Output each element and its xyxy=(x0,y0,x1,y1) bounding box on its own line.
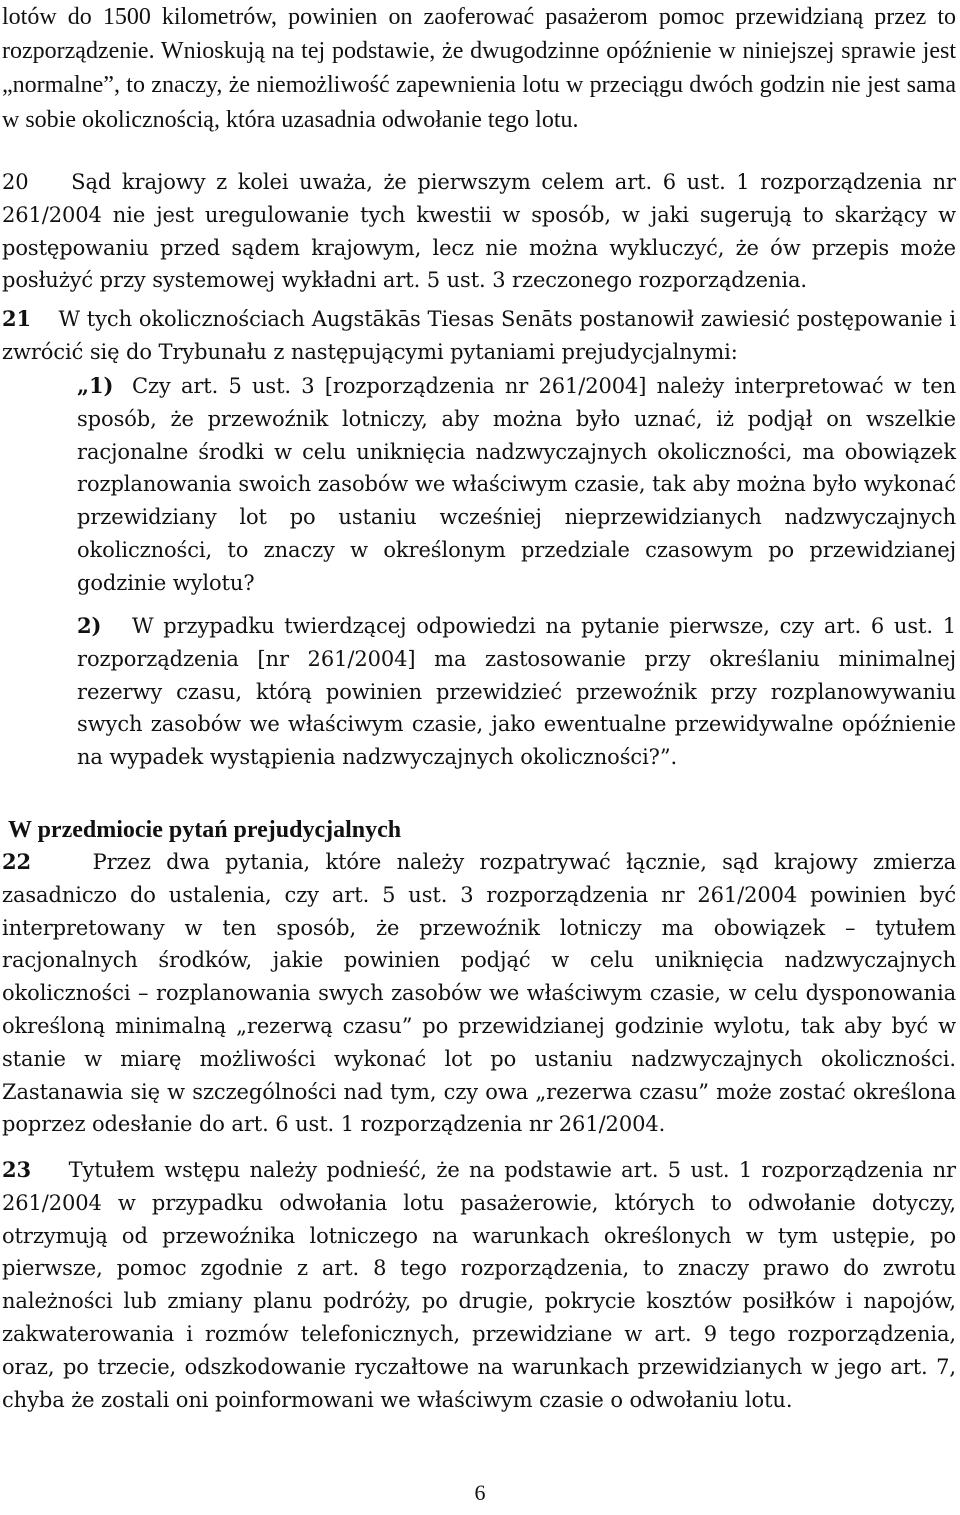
paragraph-text: Przez dwa pytania, które należy rozpatrywać łącznie, sąd krajowy zmierza zasadniczo do ustalenia, czy art. 5 ust. 3 rozporządzenia nr 261/2004 powinien być interpretowany w ten sposób, że przewoźnik lotniczy ma obowiązek – tytułem racjonalnych środków, jakie powinien podjąć w celu uniknięcia nadzwyczajnych okoliczności – rozplanowania swych zasobów we właściwym czasie, w celu dysponowania określoną minimalną „rezerwą czasu” po przewidzianej godzinie wylotu, tak aby być w stanie w miarę możliwości wykonać lot po ustaniu nadzwyczajnych okoliczności. Zastanawia się w szczególności nad tym, czy owa „rezerwa czasu” może zostać określona poprzez odesłanie do art. 6 ust. 1 rozporządzenia nr 261/2004. xyxy=(2,850,956,1137)
paragraph-22 xyxy=(2,846,956,1141)
page-number: 6 xyxy=(474,1480,486,1505)
paragraph-number: 22 xyxy=(2,849,32,874)
question-1 xyxy=(77,370,956,600)
question-text: W przypadku twierdzącej odpowiedzi na pytanie pierwsze, czy art. 6 ust. 1 rozporządzenia [nr 261/2004] ma zastosowanie przy określaniu minimalnej rezerwy czasu, którą powinien przewidzieć przewoźnik przy rozplanowywaniu swych zasobów we właściwym czasie, jako ewentualne przewidywalne opóźnienie na wypadek wystąpienia nadzwyczajnych okoliczności?”. xyxy=(77,614,956,770)
paragraph-text: Sąd krajowy z kolei uważa, że pierwszym celem art. 6 ust. 1 rozporządzenia nr 261/2004 nie jest uregulowanie tych kwestii w sposób, w jaki sugerują to skarżący w postępowaniu przed sądem krajowym, lecz nie można wykluczyć, że ów przepis może posłużyć przy systemowej wykładni art. 5 ust. 3 rzeczonego rozporządzenia. xyxy=(2,170,956,293)
paragraph-23 xyxy=(2,1154,956,1416)
paragraph-number: 23 xyxy=(2,1157,32,1182)
paragraph-text: Tytułem wstępu należy podnieść, że na podstawie art. 5 ust. 1 rozporządzenia nr 261/2004 w przypadku odwołania lotu pasażerowie, których to odwołanie dotyczy, otrzymują od przewoźnika lotniczego na warunkach określonych w tym ustępie, po pierwsze, pomoc zgodnie z art. 8 tego rozporządzenia, to znaczy prawo do zwrotu należności lub zmiany planu podróży, po drugie, pokrycie kosztów posiłków i napojów, zakwaterowania i rozmów telefonicznych, przewidziane w art. 9 tego rozporządzenia, oraz, po trzecie, odszkodowanie ryczałtowe na warunkach przewidzianych w jego art. 7, chyba że zostali oni poinformowani we właściwym czasie o odwołaniu lotu. xyxy=(2,1158,956,1412)
paragraph-number: 20 xyxy=(2,170,29,194)
question-2 xyxy=(77,610,956,774)
section-heading: W przedmiocie pytań prejudycjalnych xyxy=(8,817,402,843)
paragraph-continuation: lotów do 1500 kilometrów, powinien on zaoferować pasażerom pomoc przewidzianą przez to rozporządzenie. Wnioskują na tej podstawie, że dwugodzinne opóźnienie w niniejszej sprawie jest „normalne”, to znaczy, że niemożliwość zapewnienia lotu w przeciągu dwóch godzin nie jest sama w sobie okolicznością, która uzasadnia odwołanie tego lotu. xyxy=(2,4,956,133)
paragraph-21 xyxy=(2,303,956,369)
paragraph-text: W tych okolicznościach Augstākās Tiesas Senāts postanowił zawiesić postępowanie i zwrócić się do Trybunału z następującymi pytaniami prejudycjalnymi: xyxy=(2,307,956,364)
question-text: Czy art. 5 ust. 3 [rozporządzenia nr 261/2004] należy interpretować w ten sposób, że przewoźnik lotniczy, aby można było uznać, iż podjął on wszelkie racjonalne środki w celu uniknięcia nadzwyczajnych okoliczności, ma obowiązek rozplanowania swoich zasobów we właściwym czasie, tak aby można było wykonać przewidziany lot po ustaniu wcześniej nieprzewidzianych nadzwyczajnych okoliczności, to znaczy w określonym przedziale czasowym po przewidzianej godzinie wylotu? xyxy=(77,374,956,595)
question-number: „1) xyxy=(77,373,114,398)
paragraph-number: 21 xyxy=(2,306,32,331)
paragraph-20 xyxy=(2,166,956,297)
question-number: 2) xyxy=(77,613,102,638)
